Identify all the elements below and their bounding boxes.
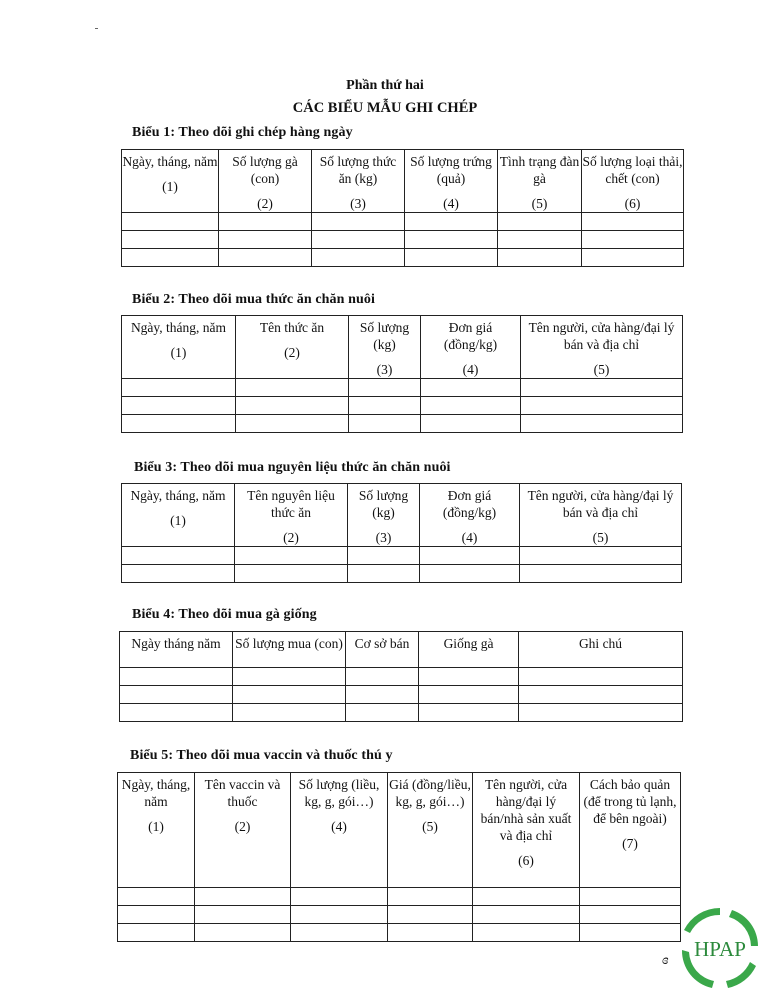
table-row bbox=[118, 906, 681, 924]
form2-header-cell: Số lượng (kg) (3) bbox=[349, 316, 421, 379]
table-row bbox=[122, 415, 683, 433]
form3-title: Biểu 3: Theo dõi mua nguyên liệu thức ăn chăn nuôi bbox=[134, 460, 451, 475]
form2-title: Biểu 2: Theo dõi mua thức ăn chăn nuôi bbox=[132, 292, 375, 307]
hpap-logo bbox=[672, 900, 768, 996]
form1-header-cell: Tình trạng đàn gà (5) bbox=[498, 150, 582, 213]
form5-header-cell: Số lượng (liều, kg, g, gói…) (4) bbox=[291, 773, 388, 888]
form3-header-cell: Ngày, tháng, năm (1) bbox=[122, 484, 235, 547]
table-row bbox=[122, 249, 684, 267]
form1-header-cell: Số lượng trứng (quả) (4) bbox=[405, 150, 498, 213]
table-row bbox=[122, 379, 683, 397]
form1-header-cell: Số lượng thức ăn (kg) (3) bbox=[312, 150, 405, 213]
scan-speck bbox=[95, 28, 98, 29]
logo-text: HPAP bbox=[694, 937, 746, 961]
form5-header-cell: Cách bảo quản (để trong tủ lạnh, để bên ngoài) (7) bbox=[580, 773, 681, 888]
table-row bbox=[122, 547, 682, 565]
form2-header-cell: Tên thức ăn (2) bbox=[236, 316, 349, 379]
table-row bbox=[120, 704, 683, 722]
table-row bbox=[122, 565, 682, 583]
form5-table bbox=[117, 772, 681, 942]
form2-header-cell: Tên người, cửa hàng/đại lý bán và địa chỉ (5) bbox=[521, 316, 683, 379]
form2-header-cell: Đơn giá (đồng/kg) (4) bbox=[421, 316, 521, 379]
form5-header-cell: Ngày, tháng, năm (1) bbox=[118, 773, 195, 888]
table-row bbox=[122, 397, 683, 415]
table-row bbox=[118, 888, 681, 906]
form1-title: Biểu 1: Theo dõi ghi chép hàng ngày bbox=[132, 125, 353, 140]
form4-header-cell: Giống gà bbox=[419, 632, 519, 668]
form1-header-cell: Số lượng loại thải, chết (con) (6) bbox=[582, 150, 684, 213]
page-mark: ɞ bbox=[662, 953, 669, 968]
main-title: CÁC BIỂU MẪU GHI CHÉP bbox=[292, 100, 478, 116]
form3-table bbox=[121, 483, 682, 583]
form5-title: Biểu 5: Theo dõi mua vaccin và thuốc thú y bbox=[130, 748, 393, 763]
part-title: Phần thứ hai bbox=[346, 78, 424, 93]
form5-header-cell: Tên người, cửa hàng/đại lý bán/nhà sản xuất và địa chỉ (6) bbox=[473, 773, 580, 888]
table-row bbox=[122, 231, 684, 249]
table-row bbox=[120, 668, 683, 686]
form4-table bbox=[119, 631, 683, 722]
form4-header-cell: Ghi chú bbox=[519, 632, 683, 668]
form3-header-cell: Đơn giá (đồng/kg) (4) bbox=[420, 484, 520, 547]
form1-table bbox=[121, 149, 684, 267]
form1-header-cell: Số lượng gà (con) (2) bbox=[219, 150, 312, 213]
table-row bbox=[122, 213, 684, 231]
table-row bbox=[120, 686, 683, 704]
form3-header-cell: Tên người, cửa hàng/đại lý bán và địa chỉ (5) bbox=[520, 484, 682, 547]
form2-header-cell: Ngày, tháng, năm (1) bbox=[122, 316, 236, 379]
form1-header-cell: Ngày, tháng, năm (1) bbox=[122, 150, 219, 213]
form4-header-cell: Ngày tháng năm bbox=[120, 632, 233, 668]
form2-table bbox=[121, 315, 683, 433]
form3-header-cell: Số lượng (kg) (3) bbox=[348, 484, 420, 547]
table-row bbox=[118, 924, 681, 942]
form5-header-cell: Giá (đồng/liều, kg, g, gói…) (5) bbox=[388, 773, 473, 888]
form5-header-cell: Tên vaccin và thuốc (2) bbox=[195, 773, 291, 888]
form4-title: Biểu 4: Theo dõi mua gà giống bbox=[132, 607, 317, 622]
form4-header-cell: Số lượng mua (con) bbox=[233, 632, 346, 668]
form3-header-cell: Tên nguyên liệu thức ăn (2) bbox=[235, 484, 348, 547]
form4-header-cell: Cơ sở bán bbox=[346, 632, 419, 668]
